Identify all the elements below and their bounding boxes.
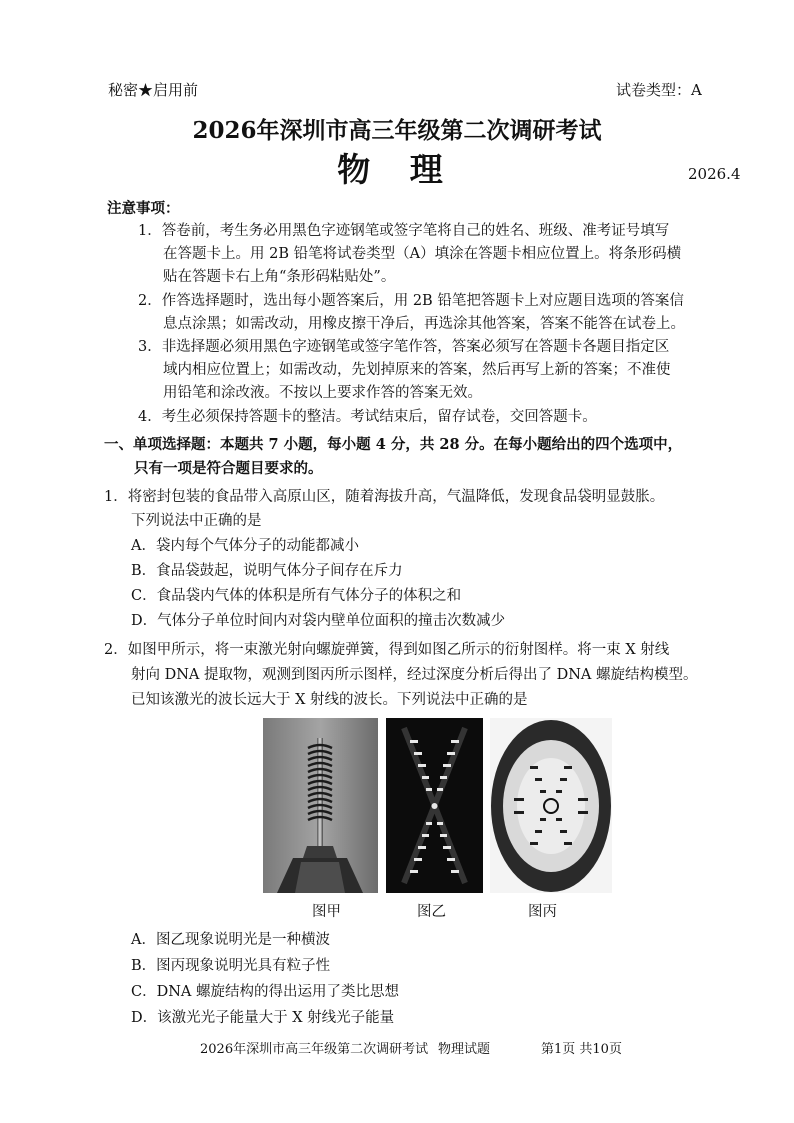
figure-laser-diffraction	[386, 718, 483, 893]
notice-item-1-line-2: 在答题卡上。用 2B 铅笔将试卷类型（A）填涂在答题卡相应位置上。将条形码横	[163, 246, 682, 262]
figure-xray-pattern	[490, 718, 612, 893]
figure-spring-photo	[263, 718, 378, 893]
q1-option-a: A．袋内每个气体分子的动能都减小	[131, 538, 359, 554]
notice-item-1-line-1: 1．答卷前，考生务必用黑色字迹钢笔或签字笔将自己的姓名、班级、准考证号填写	[138, 223, 670, 239]
exam-date: 2026.4	[688, 165, 741, 183]
q2-stem-line-2: 射向 DNA 提取物，观测到图丙所示图样，经过深度分析后得出了 DNA 螺旋结构模型。	[131, 667, 698, 683]
q2-stem-line-3: 已知该激光的波长远大于 X 射线的波长。下列说法中正确的是	[131, 692, 528, 708]
q1-option-c: C．食品袋内气体的体积是所有气体分子的体积之和	[131, 588, 462, 604]
paper-type-label: 试卷类型：A	[616, 81, 702, 99]
q1-stem-line-2: 下列说法中正确的是	[131, 513, 262, 529]
notice-item-1-line-3: 贴在答题卡右上角“条形码粘贴处”。	[163, 269, 396, 285]
subject-title: 物 理	[337, 150, 457, 189]
secret-label: 秘密★启用前	[108, 81, 199, 99]
notice-item-3-line-3: 用铅笔和涂改液。不按以上要求作答的答案无效。	[163, 385, 482, 401]
caption-figure-b: 图乙	[417, 904, 446, 920]
footer-subject: 物理试题	[438, 1042, 491, 1057]
q2-option-c: C．DNA 螺旋结构的得出运用了类比思想	[131, 984, 399, 1000]
notice-item-3-line-1: 3．非选择题必须用黑色字迹钢笔或签字笔作答，答案必须写在答题卡各题目指定区	[138, 339, 670, 355]
q2-stem-line-1: 2．如图甲所示，将一束激光射向螺旋弹簧，得到如图乙所示的衍射图样。将一束 X 射线	[104, 642, 670, 658]
section-heading-line-2: 只有一项是符合题目要求的。	[134, 460, 323, 477]
notice-item-2-line-2: 息点涂黑；如需改动，用橡皮擦干净后，再选涂其他答案，答案不能答在试卷上。	[163, 316, 685, 332]
caption-figure-a: 图甲	[312, 904, 341, 920]
footer-page-number: 第1页 共10页	[541, 1042, 622, 1057]
caption-figure-c: 图丙	[528, 904, 557, 920]
q2-option-b: B．图丙现象说明光具有粒子性	[131, 958, 331, 974]
footer-exam-name: 2026年深圳市高三年级第二次调研考试	[200, 1042, 429, 1057]
notice-heading: 注意事项：	[107, 200, 180, 217]
notice-item-4-line-1: 4．考生必须保持答题卡的整洁。考试结束后，留存试卷，交回答题卡。	[138, 409, 597, 425]
q1-option-d: D．气体分子单位时间内对袋内壁单位面积的撞击次数减少	[131, 613, 506, 629]
q1-option-b: B．食品袋鼓起，说明气体分子间存在斥力	[131, 563, 403, 579]
q2-option-a: A．图乙现象说明光是一种横波	[131, 932, 330, 948]
notice-item-2-line-1: 2．作答选择题时，选出每小题答案后，用 2B 铅笔把答题卡上对应题目选项的答案信	[138, 293, 684, 309]
q2-option-d: D．该激光光子能量大于 X 射线光子能量	[131, 1010, 395, 1026]
exam-title: 2026年深圳市高三年级第二次调研考试	[192, 117, 602, 144]
section-heading-line-1: 一、单项选择题：本题共 7 小题，每小题 4 分，共 28 分。在每小题给出的四个选项中，	[104, 436, 683, 453]
notice-item-3-line-2: 域内相应位置上；如需改动，先划掉原来的答案，然后再写上新的答案；不准使	[163, 362, 671, 378]
q1-stem-line-1: 1．将密封包装的食品带入高原山区，随着海拔升高，气温降低，发现食品袋明显鼓胀。	[104, 489, 665, 505]
